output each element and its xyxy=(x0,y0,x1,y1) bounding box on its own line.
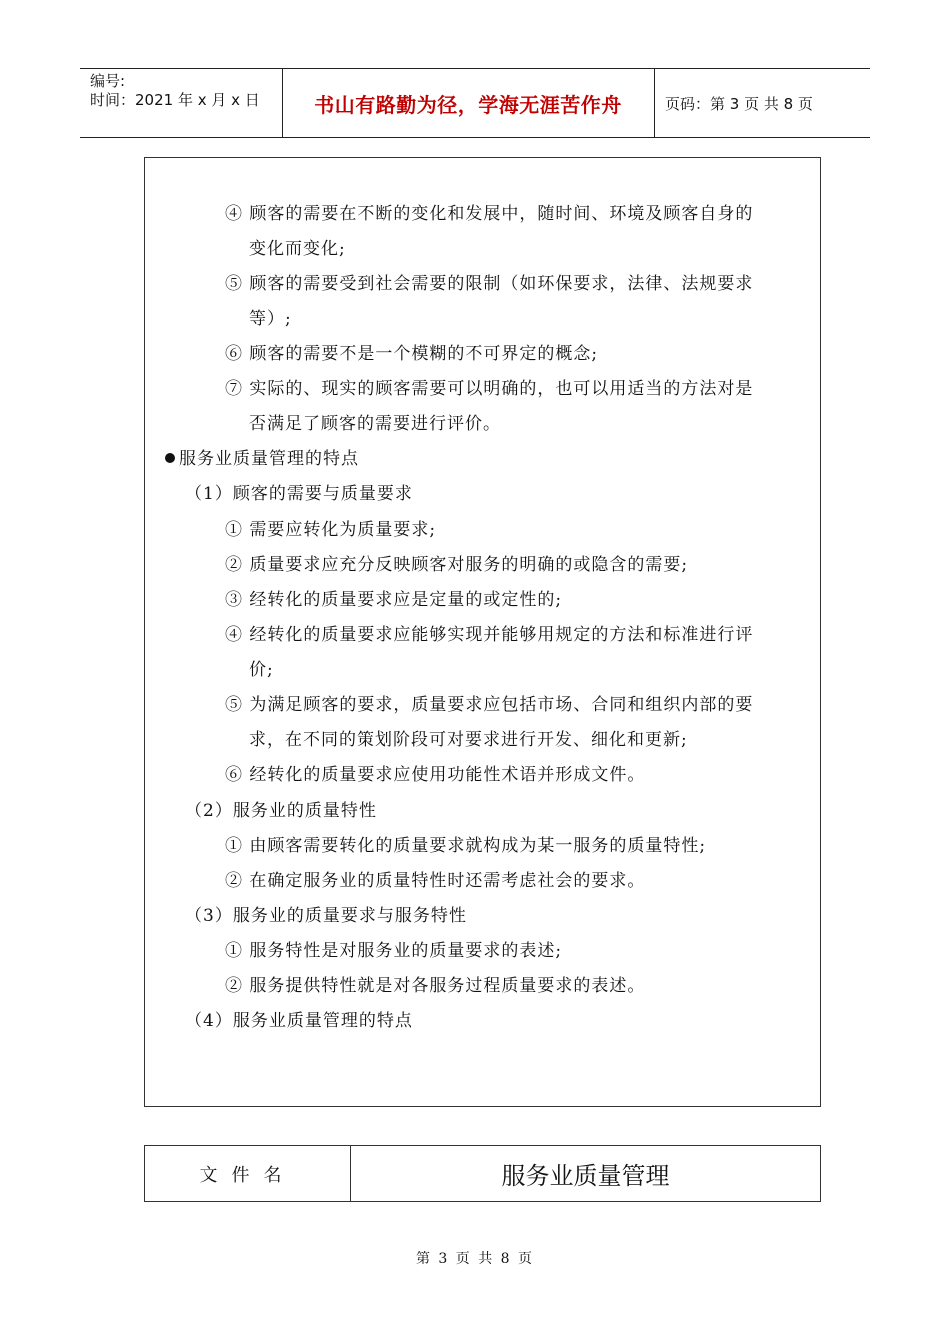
content-line: （4）服务业质量管理的特点 xyxy=(185,1011,413,1031)
content-line: ⑤ 为满足顾客的要求，质量要求应包括市场、合同和组织内部的要 xyxy=(225,695,754,715)
number-label: 编号: xyxy=(90,72,126,90)
motto-text: 书山有路勤为径，学海无涯苦作舟 xyxy=(314,92,622,117)
page-info: 页码：第 3 页 共 8 页 xyxy=(665,94,813,113)
header-motto-cell xyxy=(282,69,655,137)
content-line: （3）服务业的质量要求与服务特性 xyxy=(185,906,467,926)
content-line: ⑦ 实际的、现实的顾客需要可以明确的，也可以用适当的方法对是 xyxy=(225,379,754,399)
content-line: （1）顾客的需要与质量要求 xyxy=(185,484,413,504)
content-line: （2）服务业的质量特性 xyxy=(185,801,377,821)
content-line: 求，在不同的策划阶段可对要求进行开发、细化和更新; xyxy=(249,730,688,750)
content-line: ⑥ 经转化的质量要求应使用功能性术语并形成文件。 xyxy=(225,765,646,785)
content-line: ① 服务特性是对服务业的质量要求的表述; xyxy=(225,941,563,961)
content-box xyxy=(144,157,821,1107)
content-line: ② 质量要求应充分反映顾客对服务的明确的或隐含的需要; xyxy=(225,555,689,575)
header-page-cell xyxy=(655,69,870,137)
bullet-dot-icon xyxy=(165,453,175,463)
content-line: ④ 经转化的质量要求应能够实现并能够用规定的方法和标准进行评 xyxy=(225,625,754,645)
date-label: 时间：2021 年 x 月 x 日 xyxy=(90,91,260,109)
content-line: ② 服务提供特性就是对各服务过程质量要求的表述。 xyxy=(225,976,646,996)
content-line: ② 在确定服务业的质量特性时还需考虑社会的要求。 xyxy=(225,871,646,891)
section-heading-text: 服务业质量管理的特点 xyxy=(179,449,359,469)
content-line: ④ 顾客的需要在不断的变化和发展中，随时间、环境及顾客自身的 xyxy=(225,204,754,224)
content-line: ① 需要应转化为质量要求; xyxy=(225,520,437,540)
page-header xyxy=(80,68,870,138)
filename-title: 服务业质量管理 xyxy=(501,1162,670,1190)
content-line: ③ 经转化的质量要求应是定量的或定性的; xyxy=(225,590,563,610)
content-line: 等）; xyxy=(249,309,292,329)
content-line: 价; xyxy=(249,660,274,680)
content-line: 变化而变化; xyxy=(249,239,346,259)
content-line: ⑥ 顾客的需要不是一个模糊的不可界定的概念; xyxy=(225,344,599,364)
header-info-cell xyxy=(80,69,283,137)
filename-label: 文件名 xyxy=(145,1146,351,1201)
section-heading xyxy=(165,449,359,469)
content-line: 否满足了顾客的需要进行评价。 xyxy=(249,414,501,434)
content-line: ① 由顾客需要转化的质量要求就构成为某一服务的质量特性; xyxy=(225,836,707,856)
page-footer: 第 3 页 共 8 页 xyxy=(415,1251,535,1267)
content-line: ⑤ 顾客的需要受到社会需要的限制（如环保要求，法律、法规要求 xyxy=(225,274,754,294)
filename-table xyxy=(144,1145,821,1202)
